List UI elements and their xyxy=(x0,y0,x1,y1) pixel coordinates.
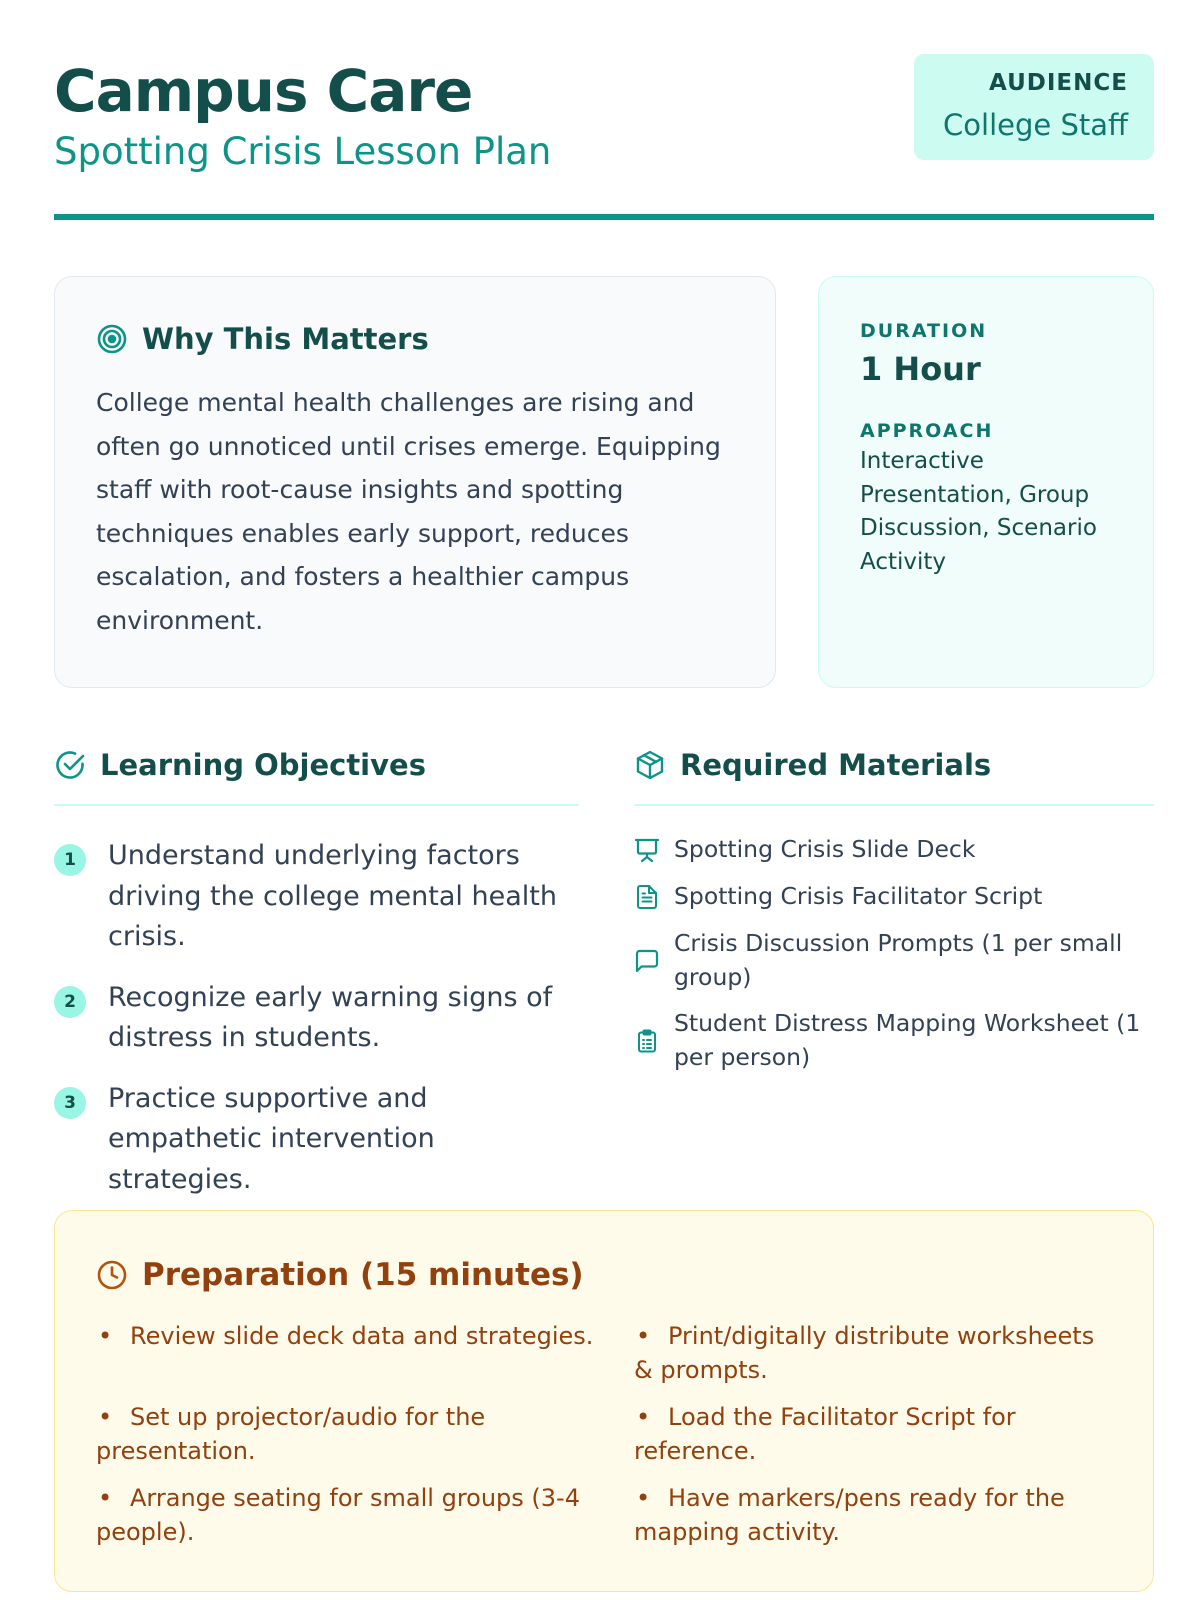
why-card xyxy=(54,276,776,688)
target-icon xyxy=(96,323,128,355)
objective-item xyxy=(54,1079,579,1201)
audience-badge xyxy=(914,54,1154,160)
why-title: Why This Matters xyxy=(142,322,429,356)
bullet: • xyxy=(636,1403,651,1431)
objective-text: Understand underlying factors driving the college mental health crisis. xyxy=(108,840,557,952)
bullet: • xyxy=(636,1484,651,1512)
preparation-item-text: Have markers/pens ready for the mapping activity. xyxy=(634,1484,1065,1546)
preparation-item xyxy=(96,1481,634,1549)
objectives-divider xyxy=(54,804,579,806)
message-icon xyxy=(634,948,660,974)
preparation-item xyxy=(96,1400,634,1468)
material-text: Crisis Discussion Prompts (1 per small group) xyxy=(674,929,1123,991)
preparation-title: Preparation (15 minutes) xyxy=(142,1257,584,1293)
preparation-card xyxy=(54,1210,1154,1592)
bullet: • xyxy=(98,1322,113,1350)
objective-item xyxy=(54,836,579,958)
preparation-item-text: Set up projector/audio for the presentation. xyxy=(96,1403,486,1465)
objectives-heading xyxy=(54,744,579,786)
material-item xyxy=(634,927,1154,994)
clock-icon xyxy=(96,1259,128,1291)
duration-label: DURATION xyxy=(860,320,988,342)
preparation-item xyxy=(634,1400,1134,1468)
clipboard-icon xyxy=(634,1028,660,1054)
brand-title: Campus Care xyxy=(54,57,473,125)
materials-heading xyxy=(634,744,1154,786)
presentation-icon xyxy=(634,837,660,863)
bullet: • xyxy=(636,1322,651,1350)
page-subtitle: Spotting Crisis Lesson Plan xyxy=(54,130,552,173)
preparation-item-text: Arrange seating for small groups (3-4 people). xyxy=(96,1484,580,1546)
header-divider xyxy=(54,214,1154,220)
approach-value: Interactive Presentation, Group Discussion, Scenario Activity xyxy=(860,448,1097,575)
material-item xyxy=(634,1007,1154,1074)
preparation-item xyxy=(634,1319,1134,1387)
approach-label: APPROACH xyxy=(860,420,994,442)
objectives-list xyxy=(54,836,579,1200)
material-item xyxy=(634,833,1154,867)
preparation-item xyxy=(96,1319,634,1387)
objective-item xyxy=(54,978,579,1059)
materials-list xyxy=(634,833,1154,1074)
objective-number: 2 xyxy=(54,986,86,1018)
session-meta-card xyxy=(818,276,1154,688)
page-header xyxy=(54,52,1154,222)
check-circle-icon xyxy=(54,749,86,781)
material-text: Student Distress Mapping Worksheet (1 per person) xyxy=(674,1009,1141,1071)
material-text: Spotting Crisis Slide Deck xyxy=(674,835,976,864)
material-item xyxy=(634,880,1154,914)
objective-text: Practice supportive and empathetic intervention strategies. xyxy=(108,1082,435,1195)
preparation-item-text: Review slide deck data and strategies. xyxy=(130,1322,594,1350)
objectives-title: Learning Objectives xyxy=(100,748,426,782)
why-text: College mental health challenges are rising and often go unnoticed until crises emerge. Equipping staff with root-cause insights and spotting techniques enables early support, reduces escalation, and fosters a healthier campus environment. xyxy=(96,388,721,635)
material-text: Spotting Crisis Facilitator Script xyxy=(674,882,1043,911)
objectives-section xyxy=(54,744,579,1220)
materials-title: Required Materials xyxy=(680,748,992,782)
objective-number: 3 xyxy=(54,1087,86,1119)
bullet: • xyxy=(98,1484,113,1512)
materials-section xyxy=(634,744,1154,1087)
box-icon xyxy=(634,749,666,781)
bullet: • xyxy=(98,1403,113,1431)
materials-divider xyxy=(634,804,1154,806)
duration-value: 1 Hour xyxy=(860,350,981,388)
preparation-item xyxy=(634,1481,1134,1549)
audience-value: College Staff xyxy=(943,108,1128,142)
objective-text: Recognize early warning signs of distress in students. xyxy=(108,981,553,1053)
preparation-item-text: Load the Facilitator Script for reference. xyxy=(634,1403,1016,1465)
preparation-item-text: Print/digitally distribute worksheets & prompts. xyxy=(634,1322,1095,1384)
why-heading xyxy=(96,319,735,359)
preparation-list xyxy=(96,1319,1113,1549)
file-text-icon xyxy=(634,884,660,910)
objective-number: 1 xyxy=(54,844,86,876)
preparation-heading xyxy=(96,1255,1113,1295)
audience-label: AUDIENCE xyxy=(989,70,1128,96)
